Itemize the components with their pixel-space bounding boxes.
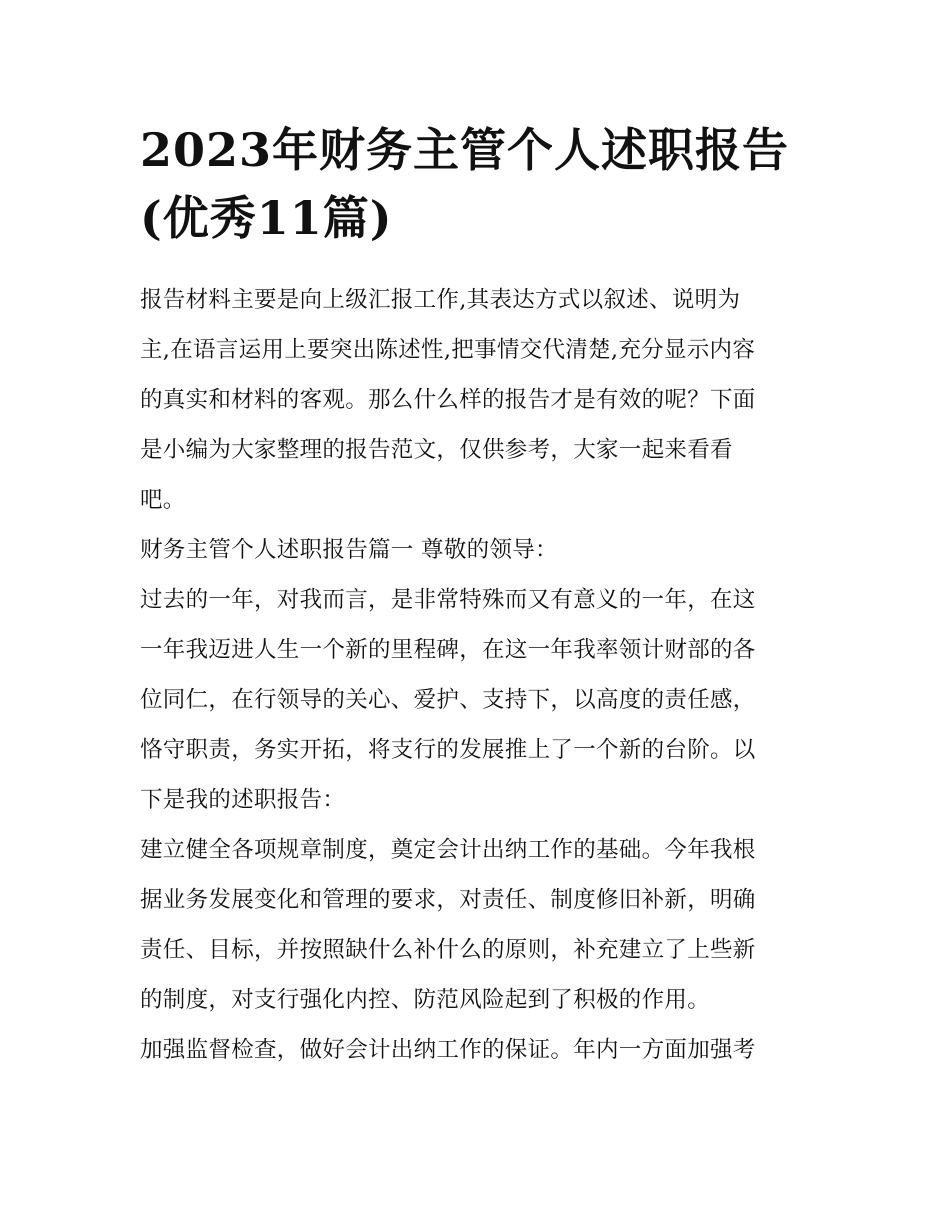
body-line-7: 过去的一年，对我而言，是非常特殊而又有意义的一年，在这: [140, 587, 756, 613]
body-line-10: 恪守职责，务实开拓，将支行的发展推上了一个新的台阶。以: [140, 737, 756, 763]
body-line-2: 主,在语言运用上要突出陈述性,把事情交代清楚,充分显示内容: [140, 337, 756, 363]
body-line-15: 的制度，对支行强化内控、防范风险起到了积极的作用。: [140, 987, 711, 1013]
body-line-14: 责任、目标，并按照缺什么补什么的原则，补充建立了上些新: [140, 937, 756, 963]
body-line-11: 下是我的述职报告：: [140, 787, 346, 813]
body-line-3: 的真实和材料的客观。那么什么样的报告才是有效的呢？下面: [140, 387, 756, 413]
document-title: [140, 116, 820, 252]
body-line-5: 吧。: [140, 487, 186, 513]
section-heading-line: 财务主管个人述职报告篇一 尊敬的领导：: [140, 537, 558, 563]
body-line-16: 加强监督检查，做好会计出纳工作的保证。年内一方面加强考: [140, 1037, 756, 1063]
body-line-12: 建立健全各项规章制度，奠定会计出纳工作的基础。今年我根: [140, 837, 756, 863]
body-line-4: 是小编为大家整理的报告范文，仅供参考，大家一起来看看: [140, 437, 733, 463]
body-line-1: 报告材料主要是向上级汇报工作,其表达方式以叙述、说明为: [140, 287, 741, 313]
body-line-8: 一年我迈进人生一个新的里程碑，在这一年我率领计财部的各: [140, 637, 756, 663]
title-line-1: 2023年财务主管个人述职报告: [140, 123, 790, 177]
title-line-2: (优秀11篇): [140, 191, 393, 245]
body-line-9: 位同仁，在行领导的关心、爱护、支持下，以高度的责任感，: [140, 687, 756, 713]
body-line-13: 据业务发展变化和管理的要求，对责任、制度修旧补新，明确: [140, 887, 756, 913]
